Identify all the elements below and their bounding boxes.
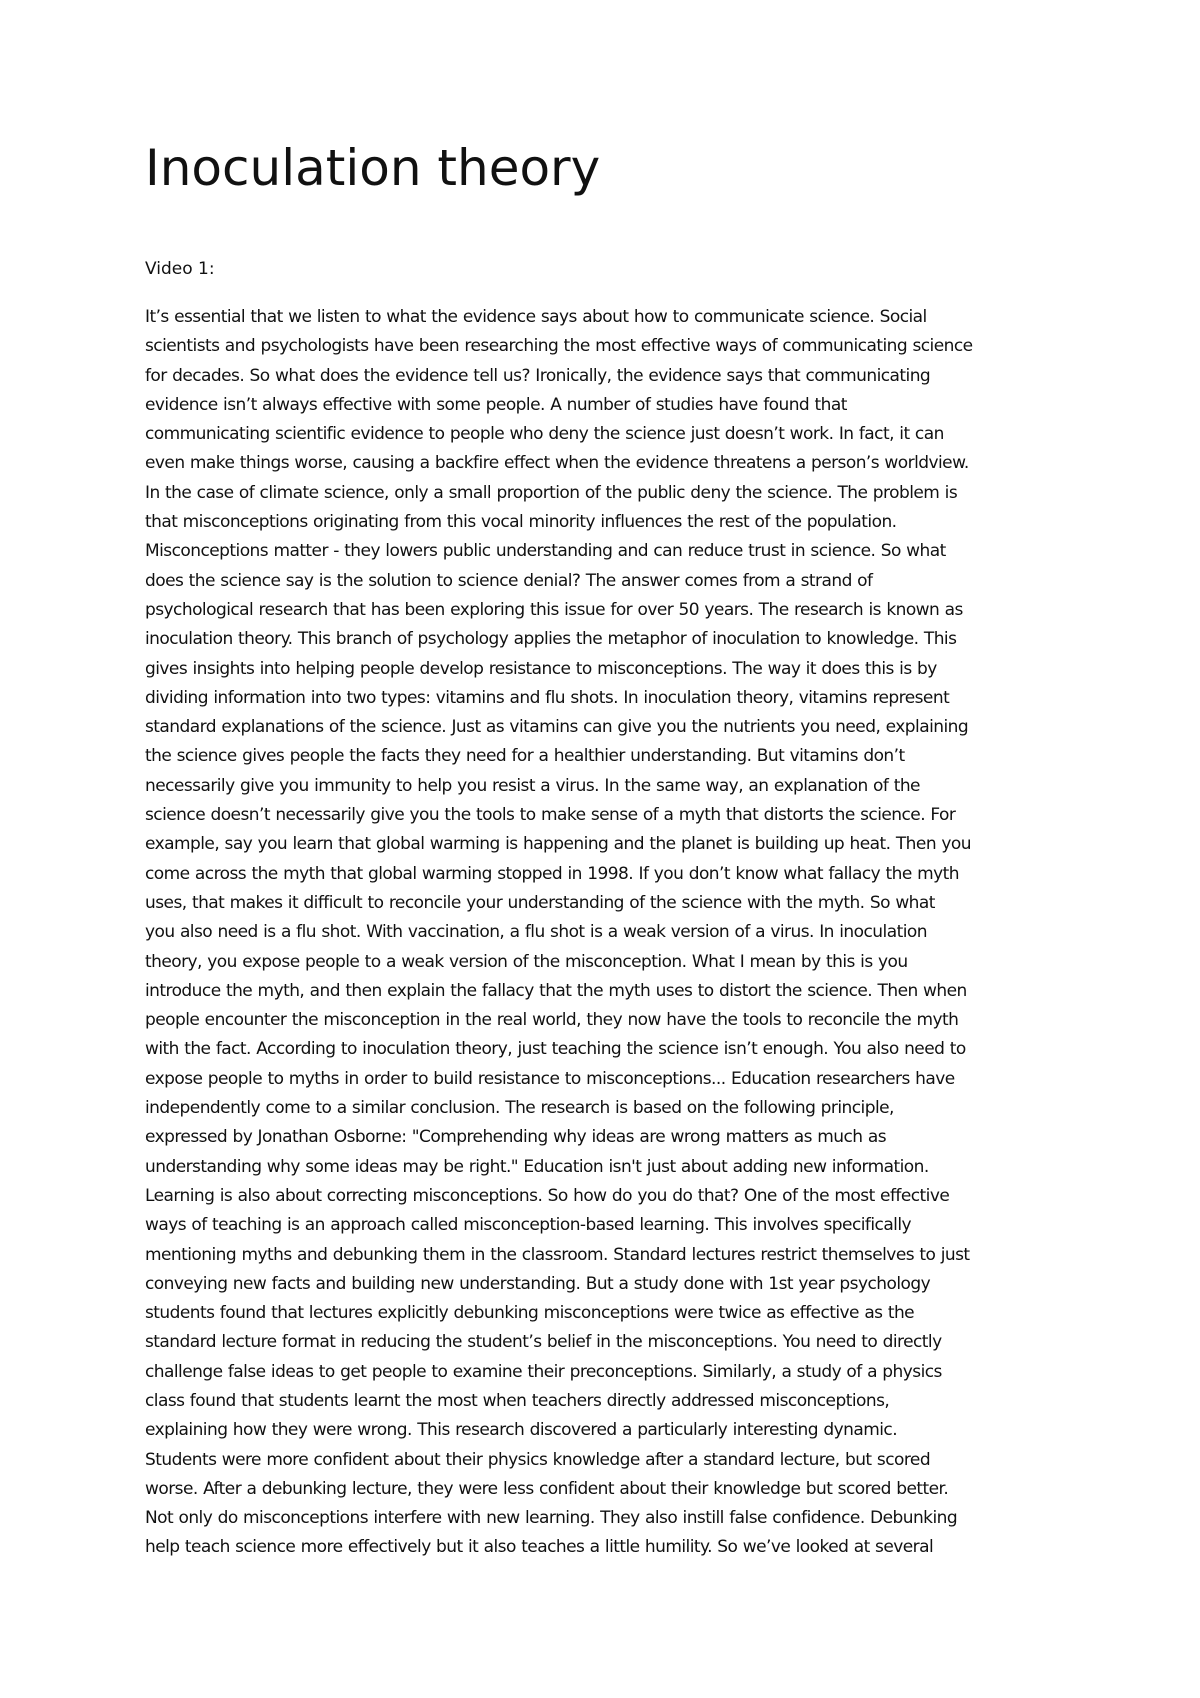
text-line: theory, you expose people to a weak version of the misconception. What I mean by this is you xyxy=(145,951,908,972)
text-line: class found that students learnt the most when teachers directly addressed misconceptions, xyxy=(145,1390,890,1411)
text-line: help teach science more effectively but it also teaches a little humility. So we’ve looked at several xyxy=(145,1537,934,1558)
text-line: ways of teaching is an approach called misconception-based learning. This involves specifically xyxy=(145,1215,912,1236)
text-line: conveying new facts and building new understanding. But a study done with 1st year psychology xyxy=(145,1273,931,1294)
text-line: challenge false ideas to get people to examine their preconceptions. Similarly, a study of a physics xyxy=(145,1361,942,1382)
text-line: Learning is also about correcting misconceptions. So how do you do that? One of the most effective xyxy=(145,1185,950,1206)
text-line: the science gives people the facts they need for a healthier understanding. But vitamins don’t xyxy=(145,746,905,767)
text-line: independently come to a similar conclusion. The research is based on the following principle, xyxy=(145,1098,894,1119)
text-line: come across the myth that global warming stopped in 1998. If you don’t know what fallacy the myth xyxy=(145,863,959,884)
text-line: Students were more confident about their physics knowledge after a standard lecture, but scored xyxy=(145,1449,931,1470)
text-line: In the case of climate science, only a small proportion of the public deny the science. The problem is xyxy=(145,482,958,503)
text-line: Not only do misconceptions interfere with new learning. They also instill false confidence. Debunking xyxy=(145,1508,958,1529)
text-line: for decades. So what does the evidence tell us? Ironically, the evidence says that communicating xyxy=(145,365,931,386)
text-line: scientists and psychologists have been researching the most effective ways of communicating science xyxy=(145,336,973,357)
text-line: gives insights into helping people develop resistance to misconceptions. The way it does this is by xyxy=(145,658,937,679)
text-line: mentioning myths and debunking them in the classroom. Standard lectures restrict themselves to just xyxy=(145,1244,970,1265)
text-line: dividing information into two types: vitamins and flu shots. In inoculation theory, vitamins represent xyxy=(145,687,950,708)
text-line: worse. After a debunking lecture, they were less confident about their knowledge but scored better. xyxy=(145,1478,949,1499)
text-line: communicating scientific evidence to people who deny the science just doesn’t work. In fact, it can xyxy=(145,424,944,445)
text-line: inoculation theory. This branch of psychology applies the metaphor of inoculation to knowledge. This xyxy=(145,629,957,650)
text-line: even make things worse, causing a backfire effect when the evidence threatens a person’s worldview. xyxy=(145,453,969,474)
text-line: evidence isn’t always effective with some people. A number of studies have found that xyxy=(145,394,847,415)
text-line: you also need is a flu shot. With vaccination, a flu shot is a weak version of a virus. In inoculation xyxy=(145,922,927,943)
text-line: example, say you learn that global warming is happening and the planet is building up heat. Then you xyxy=(145,834,971,855)
text-line: It’s essential that we listen to what the evidence says about how to communicate science. Social xyxy=(145,307,927,327)
text-line: does the science say is the solution to science denial? The answer comes from a strand of xyxy=(145,570,873,591)
text-line: standard explanations of the science. Just as vitamins can give you the nutrients you need, explaining xyxy=(145,717,969,738)
text-line: expose people to myths in order to build resistance to misconceptions... Education researchers have xyxy=(145,1068,955,1089)
text-line: science doesn’t necessarily give you the tools to make sense of a myth that distorts the science. For xyxy=(145,805,956,826)
text-line: that misconceptions originating from this vocal minority influences the rest of the population. xyxy=(145,512,897,533)
text-line: Misconceptions matter - they lowers public understanding and can reduce trust in science. So what xyxy=(145,541,946,562)
body-paragraph xyxy=(145,303,1075,1563)
text-line: understanding why some ideas may be right." Education isn't just about adding new information. xyxy=(145,1156,929,1177)
text-line: students found that lectures explicitly debunking misconceptions were twice as effective as the xyxy=(145,1303,915,1324)
text-line: people encounter the misconception in the real world, they now have the tools to reconcile the myth xyxy=(145,1010,959,1031)
document-title: Inoculation theory xyxy=(145,139,601,197)
text-line: introduce the myth, and then explain the fallacy that the myth uses to distort the science. Then when xyxy=(145,980,967,1001)
video-subheading: Video 1: xyxy=(145,259,215,279)
text-line: psychological research that has been exploring this issue for over 50 years. The research is known as xyxy=(145,599,963,620)
text-line: explaining how they were wrong. This research discovered a particularly interesting dynamic. xyxy=(145,1420,898,1441)
text-line: necessarily give you immunity to help you resist a virus. In the same way, an explanation of the xyxy=(145,775,920,796)
text-line: uses, that makes it difficult to reconcile your understanding of the science with the myth. So what xyxy=(145,892,935,913)
text-line: expressed by Jonathan Osborne: "Comprehending why ideas are wrong matters as much as xyxy=(145,1127,887,1148)
text-line: with the fact. According to inoculation theory, just teaching the science isn’t enough. You also need to xyxy=(145,1039,966,1060)
text-line: standard lecture format in reducing the student’s belief in the misconceptions. You need to directly xyxy=(145,1332,942,1353)
